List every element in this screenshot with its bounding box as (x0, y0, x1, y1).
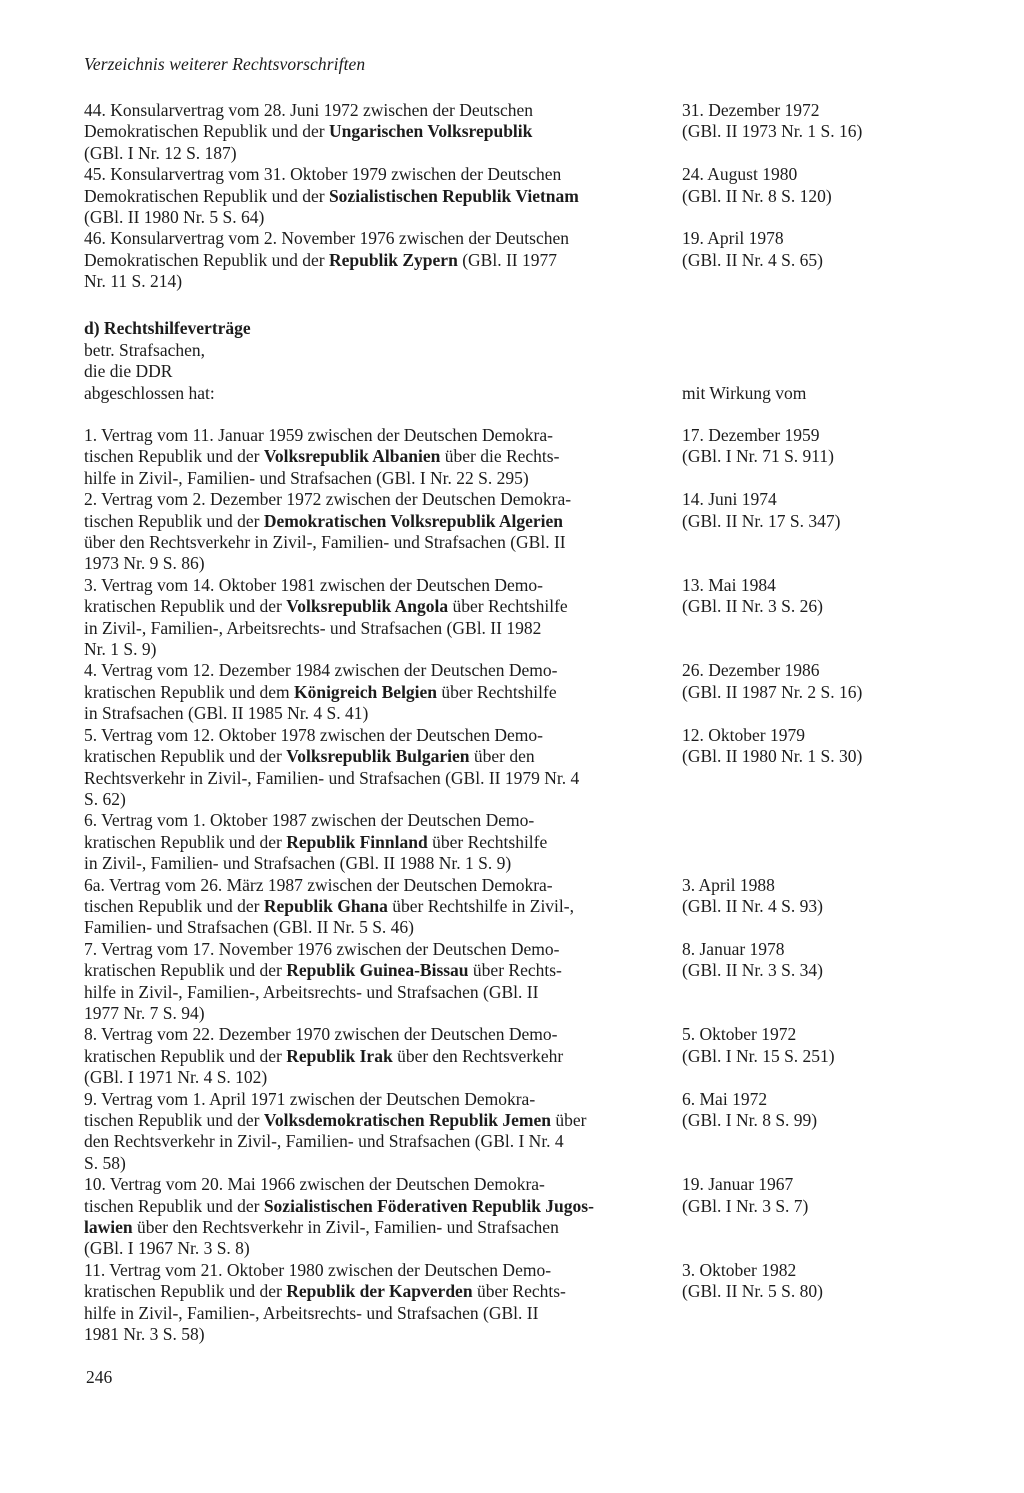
treaty-description (84, 725, 656, 811)
treaty-text-line: Nr. 11 S. 214) (84, 271, 183, 292)
treaty-text-line: Nr. 1 S. 9) (84, 639, 157, 660)
treaty-partner-name: Republik Irak (286, 1045, 393, 1066)
effective-date-value: 31. Dezember 1972 (682, 100, 820, 120)
gazette-reference: (GBl. II Nr. 4 S. 65) (682, 249, 823, 270)
legal-aid-treaty-entry (84, 575, 924, 661)
treaty-text-line: 1. Vertrag vom 11. Januar 1959 zwischen der Deutschen Demokra- (84, 425, 553, 445)
treaty-text-line: 2. Vertrag vom 2. Dezember 1972 zwischen der Deutschen Demokra- (84, 489, 572, 510)
legal-aid-treaty-entry (84, 875, 924, 939)
treaty-text-line: tischen Republik und der Volksrepublik Albanien über die Rechts- (84, 446, 560, 467)
treaty-text-line: Demokratischen Republik und der Ungarischen Volksrepublik (84, 121, 533, 142)
section-title: d) Rechtshilfeverträge (84, 318, 251, 338)
treaty-text-line: tischen Republik und der Republik Ghana über Rechtshilfe in Zivil-, (84, 895, 574, 916)
treaty-text-line: 8. Vertrag vom 22. Dezember 1970 zwischen der Deutschen Demo- (84, 1024, 558, 1045)
treaty-partner-name: Sozialistischen Föderativen Republik Jugos- (263, 1195, 594, 1216)
treaty-description (84, 164, 656, 228)
treaty-text-line: 7. Vertrag vom 17. November 1976 zwischen der Deutschen Demo- (84, 938, 560, 959)
legal-aid-treaty-entry (84, 939, 924, 1025)
treaty-description (84, 100, 656, 164)
effective-date-value: 6. Mai 1972 (682, 1088, 768, 1109)
gazette-reference: (GBl. II Nr. 3 S. 26) (682, 596, 823, 617)
treaty-text-line: (GBl. II 1980 Nr. 5 S. 64) (84, 207, 265, 228)
treaty-partner-name: Volksrepublik Angola (286, 596, 449, 617)
treaty-partner-name: Sozialistischen Republik Vietnam (328, 185, 579, 206)
legal-aid-section-header (84, 318, 924, 404)
treaty-description (84, 875, 656, 939)
gazette-reference: (GBl. I Nr. 3 S. 7) (682, 1195, 809, 1216)
gazette-reference: (GBl. II Nr. 8 S. 120) (682, 185, 832, 206)
treaty-text-line: 6a. Vertrag vom 26. März 1987 zwischen der Deutschen Demokra- (84, 874, 553, 895)
gazette-reference: (GBl. I Nr. 71 S. 911) (682, 446, 834, 467)
treaty-partner-name: Ungarischen Volksrepublik (328, 121, 533, 142)
treaty-text-line: tischen Republik und der Sozialistischen Föderativen Republik Jugos- (84, 1195, 594, 1216)
legal-aid-treaty-entry (84, 810, 924, 874)
treaty-description (84, 228, 656, 292)
treaty-description (84, 575, 656, 661)
treaty-text-line: 11. Vertrag vom 21. Oktober 1980 zwischen der Deutschen Demo- (84, 1259, 552, 1280)
treaty-text-line: kratischen Republik und der Republik Irak über den Rechtsverkehr (84, 1045, 564, 1066)
legal-aid-treaty-entry (84, 1174, 924, 1260)
effective-date (682, 725, 922, 768)
treaty-text-line: 45. Konsularvertrag vom 31. Oktober 1979 zwischen der Deutschen (84, 164, 562, 185)
treaty-text-line: 5. Vertrag vom 12. Oktober 1978 zwischen der Deutschen Demo- (84, 724, 543, 745)
treaty-text-line: 3. Vertrag vom 14. Oktober 1981 zwischen der Deutschen Demo- (84, 574, 543, 595)
treaty-description (84, 1260, 656, 1346)
treaty-text-line: 46. Konsularvertrag vom 2. November 1976 zwischen der Deutschen (84, 228, 570, 249)
effective-date-value: 26. Dezember 1986 (682, 660, 820, 681)
treaty-text-line: (GBl. I Nr. 12 S. 187) (84, 142, 237, 163)
legal-aid-treaty-entry (84, 1260, 924, 1346)
effective-date (682, 1089, 922, 1132)
treaty-text-line: 4. Vertrag vom 12. Dezember 1984 zwischen der Deutschen Demo- (84, 660, 558, 681)
treaty-text-line: Familien- und Strafsachen (GBl. II Nr. 5 S. 46) (84, 917, 415, 938)
gazette-reference: (GBl. II Nr. 4 S. 93) (682, 895, 823, 916)
treaty-text-line: S. 62) (84, 788, 126, 809)
effective-date (682, 660, 922, 703)
treaty-text-line: Demokratischen Republik und der Sozialistischen Republik Vietnam (84, 185, 579, 206)
treaty-description (84, 425, 656, 489)
legal-aid-treaty-entry (84, 1089, 924, 1175)
treaty-text-line: in Zivil-, Familien-, Arbeitsrechts- und Strafsachen (GBl. II 1982 (84, 617, 542, 638)
treaty-partner-name: lawien (84, 1217, 133, 1238)
legal-aid-treaty-entry (84, 425, 924, 489)
treaty-text-line: kratischen Republik und der Republik der Kapverden über Rechts- (84, 1281, 566, 1302)
treaty-text-line: hilfe in Zivil-, Familien-, Arbeitsrechts- und Strafsachen (GBl. II (84, 981, 539, 1002)
effective-date (682, 164, 922, 207)
treaty-partner-name: Republik Guinea-Bissau (286, 960, 469, 981)
consular-treaty-entry (84, 164, 924, 228)
legal-aid-treaty-entry (84, 489, 924, 575)
treaty-text-line: Rechtsverkehr in Zivil-, Familien- und Strafsachen (GBl. II 1979 Nr. 4 (84, 767, 580, 788)
treaty-partner-name: Republik Ghana (263, 895, 388, 916)
treaty-text-line: kratischen Republik und der Republik Finnland über Rechtshilfe (84, 831, 548, 852)
treaty-description (84, 660, 656, 724)
treaty-text-line: kratischen Republik und der Volksrepublik Bulgarien über den (84, 746, 535, 767)
effective-date-value: 3. April 1988 (682, 874, 775, 895)
effective-date-value: 13. Mai 1984 (682, 574, 776, 595)
treaty-text-line: (GBl. I 1967 Nr. 3 S. 8) (84, 1238, 250, 1259)
consular-treaty-entry (84, 228, 924, 292)
gazette-reference: (GBl. I Nr. 15 S. 251) (682, 1045, 835, 1066)
gazette-reference: (GBl. II Nr. 5 S. 80) (682, 1281, 823, 1302)
effective-date-value: 17. Dezember 1959 (682, 425, 820, 445)
treaty-partner-name: Volksdemokratischen Republik Jemen (263, 1110, 551, 1130)
effective-date-column-label: mit Wirkung vom (682, 382, 807, 403)
treaty-text-line: 1981 Nr. 3 S. 58) (84, 1324, 205, 1345)
consular-treaty-entry (84, 100, 924, 164)
treaty-text-line: 6. Vertrag vom 1. Oktober 1987 zwischen der Deutschen Demo- (84, 810, 535, 831)
effective-date (682, 1024, 922, 1067)
treaty-description (84, 1174, 656, 1260)
treaty-text-line: 44. Konsularvertrag vom 28. Juni 1972 zwischen der Deutschen (84, 100, 534, 120)
legal-aid-treaty-list (84, 425, 924, 1345)
treaty-text-line: 10. Vertrag vom 20. Mai 1966 zwischen der Deutschen Demokra- (84, 1174, 545, 1195)
gazette-reference: (GBl. I Nr. 8 S. 99) (682, 1110, 818, 1130)
treaty-text-line: in Zivil-, Familien- und Strafsachen (GBl. II 1988 Nr. 1 S. 9) (84, 853, 512, 874)
effective-date-value: 19. April 1978 (682, 228, 784, 249)
legal-aid-treaty-entry (84, 725, 924, 811)
gazette-reference: (GBl. II Nr. 3 S. 34) (682, 960, 823, 981)
treaty-description (84, 1089, 656, 1175)
effective-date-value: 3. Oktober 1982 (682, 1259, 797, 1280)
effective-date-value: 5. Oktober 1972 (682, 1024, 797, 1045)
effective-date (682, 228, 922, 271)
treaty-text-line: 9. Vertrag vom 1. April 1971 zwischen der Deutschen Demokra- (84, 1088, 536, 1109)
effective-date-value: 19. Januar 1967 (682, 1174, 794, 1195)
treaty-text-line: den Rechtsverkehr in Zivil-, Familien- und Strafsachen (GBl. I Nr. 4 (84, 1131, 564, 1152)
treaty-text-line: über den Rechtsverkehr in Zivil-, Familien- und Strafsachen (GBl. II (84, 532, 566, 553)
treaty-text-line: tischen Republik und der Volksdemokratischen Republik Jemen über (84, 1110, 587, 1130)
treaty-partner-name: Volksrepublik Bulgarien (286, 746, 470, 767)
gazette-reference: (GBl. II 1973 Nr. 1 S. 16) (682, 121, 863, 142)
effective-date-value: 12. Oktober 1979 (682, 724, 805, 745)
section-subtitle (84, 340, 924, 405)
treaty-partner-name: Volksrepublik Albanien (263, 446, 441, 467)
legal-aid-treaty-entry (84, 1024, 924, 1088)
effective-date (682, 939, 922, 982)
legal-aid-treaty-entry (84, 660, 924, 724)
effective-date (682, 1260, 922, 1303)
treaty-text-line: hilfe in Zivil-, Familien-, Arbeitsrechts- und Strafsachen (GBl. II (84, 1302, 539, 1323)
effective-date-value: 24. August 1980 (682, 164, 798, 185)
effective-date (682, 1174, 922, 1217)
treaty-partner-name: Republik Finnland (286, 831, 428, 852)
treaty-partner-name: Republik Zypern (328, 249, 458, 270)
effective-date (682, 489, 922, 532)
treaty-partner-name: Republik der Kapverden (286, 1281, 473, 1302)
treaty-text-line: in Strafsachen (GBl. II 1985 Nr. 4 S. 41) (84, 703, 369, 724)
gazette-reference: (GBl. II 1980 Nr. 1 S. 30) (682, 746, 863, 767)
gazette-reference: (GBl. II Nr. 17 S. 347) (682, 510, 841, 531)
effective-date-value: 8. Januar 1978 (682, 938, 785, 959)
treaty-text-line: hilfe in Zivil-, Familien- und Strafsachen (GBl. I Nr. 22 S. 295) (84, 467, 529, 488)
treaty-partner-name: Königreich Belgien (293, 681, 438, 702)
treaty-text-line: kratischen Republik und dem Königreich Belgien über Rechtshilfe (84, 681, 557, 702)
treaty-text-line: lawien über den Rechtsverkehr in Zivil-, Familien- und Strafsachen (84, 1217, 559, 1238)
running-head: Verzeichnis weiterer Rechtsvorschriften (84, 54, 366, 74)
treaty-text-line: Demokratischen Republik und der Republik Zypern (GBl. II 1977 (84, 249, 557, 270)
effective-date (682, 425, 922, 468)
treaty-text-line: tischen Republik und der Demokratischen Volksrepublik Algerien (84, 510, 563, 531)
treaty-text-line: kratischen Republik und der Republik Guinea-Bissau über Rechts- (84, 960, 562, 981)
treaty-partner-name: Demokratischen Volksrepublik Algerien (263, 510, 563, 531)
treaty-text-line: S. 58) (84, 1152, 126, 1173)
effective-date-value: 14. Juni 1974 (682, 489, 777, 510)
treaty-text-line: 1973 Nr. 9 S. 86) (84, 553, 205, 574)
treaty-description (84, 939, 656, 1025)
treaty-description (84, 489, 656, 575)
effective-date (682, 875, 922, 918)
treaty-description (84, 1024, 656, 1088)
gazette-reference: (GBl. II 1987 Nr. 2 S. 16) (682, 681, 863, 702)
treaty-text-line: kratischen Republik und der Volksrepublik Angola über Rechtshilfe (84, 596, 568, 617)
effective-date (682, 575, 922, 618)
effective-date (682, 100, 922, 143)
page-number: 246 (86, 1367, 113, 1387)
consular-treaty-list (84, 100, 924, 293)
section-subtitle-line: abgeschlossen hat: (84, 382, 215, 403)
section-subtitle-line: betr. Strafsachen, (84, 339, 205, 360)
treaty-description (84, 810, 656, 874)
section-subtitle-line: die die DDR (84, 361, 173, 382)
treaty-text-line: (GBl. I 1971 Nr. 4 S. 102) (84, 1067, 268, 1088)
treaty-text-line: 1977 Nr. 7 S. 94) (84, 1002, 205, 1023)
